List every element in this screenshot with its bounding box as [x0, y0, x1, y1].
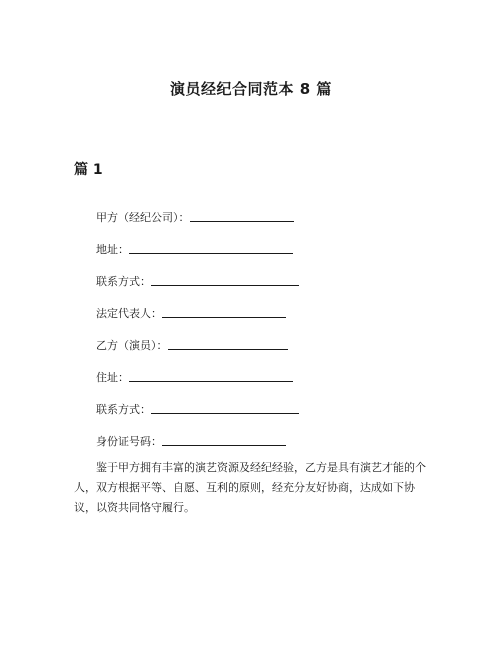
blank-line — [190, 209, 294, 222]
blank-line — [168, 337, 288, 350]
blank-line — [151, 401, 299, 414]
blank-line — [129, 241, 293, 254]
field-party-b — [96, 337, 288, 353]
field-label: 联系方式： — [96, 275, 151, 288]
field-label: 住址： — [96, 371, 129, 384]
document-title: 演员经纪合同范本 8 篇 — [170, 80, 332, 98]
blank-line — [162, 305, 286, 318]
field-label: 身份证号码： — [96, 435, 162, 448]
preamble-paragraph: 鉴于甲方拥有丰富的演艺资源及经纪经验，乙方是具有演艺才能的个人，双方根据平等、自愿、互利的原则，经充分友好协商，达成如下协议，以资共同恪守履行。 — [74, 461, 426, 514]
field-label: 地址： — [96, 243, 129, 256]
field-address — [96, 241, 293, 257]
field-id-number — [96, 433, 286, 449]
blank-line — [151, 273, 299, 286]
field-label: 法定代表人： — [96, 307, 162, 320]
field-contact-a — [96, 273, 299, 289]
field-label: 联系方式： — [96, 403, 151, 416]
section-heading: 篇 1 — [74, 162, 103, 178]
field-contact-b — [96, 401, 299, 417]
field-label: 甲方（经纪公司）： — [96, 211, 190, 224]
field-legal-rep — [96, 305, 286, 321]
blank-line — [162, 433, 286, 446]
field-party-a — [96, 209, 294, 225]
blank-line — [129, 369, 293, 382]
field-residence — [96, 369, 293, 385]
field-label: 乙方（演员）： — [96, 339, 168, 352]
